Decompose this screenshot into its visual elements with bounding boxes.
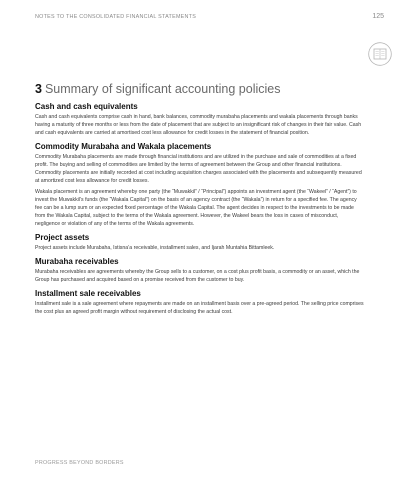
heading-murabaha-wakala-placements: Commodity Murabaha and Wakala placements <box>35 142 212 151</box>
page-footer: PROGRESS BEYOND BORDERS <box>35 460 124 466</box>
paragraph-wakala-placement: Wakala placement is an agreement whereby one party (the “Muwakkil” / “Principal”) appoints an investment agent (the “Wakeel” / “Agent”) to invest the Muwakkil’s funds (the “Wakala Capital”) on the basis of an agency contract (the “Wakala”) in return for a specified fee. The agency fee can be a lump sum or an expected fixed percentage of the Wakala Capital. The agent decides in respect to the investments to be made from the Wakala Capital, subject to the terms of the Wakala agreement. However, the Wakeel bears the loss in cases of misconduct, negligence or violation of any of the terms of the Wakala agreements. <box>35 189 357 227</box>
paragraph-cash-equivalents: Cash and cash equivalents comprise cash in hand, bank balances, commodity murabaha placements and wakala placements through banks having a maturity of three months or less from the date of placement that are subject to an insignificant risk of changes in their fair value. Cash and cash equivalents are carried at amortised cost less allowance for credit losses in the statement of financial position. <box>35 114 362 136</box>
page-header <box>35 14 386 24</box>
page-content <box>35 82 364 319</box>
document-book-icon <box>368 42 392 66</box>
section-title-text: Summary of significant accounting policies <box>44 82 281 96</box>
paragraph-commodity-murabaha: Commodity Murabaha placements are made through financial institutions and are utilized in the purchase and sale of commodities at a fixed profit. The buying and selling of commodities are limited by the terms of agreement between the Group and other financial institutions. Commodity placements are initially recorded at cost including acquisition charges associated with the placements and subsequently measured at amortized cost less allowance for credit losses. <box>35 154 362 184</box>
heading-installment-sale: Installment sale receivables <box>35 289 141 298</box>
heading-murabaha-receivables: Murabaha receivables <box>35 257 119 266</box>
paragraph-project-assets: Project assets include Murabaha, Istisna’a receivable, installment sales, and Ijarah Muntahia Bittamleek. <box>35 245 275 251</box>
heading-cash-equivalents: Cash and cash equivalents <box>35 102 138 111</box>
running-head: NOTES TO THE CONSOLIDATED FINANCIAL STATEMENTS <box>35 14 197 20</box>
section-title <box>35 82 364 96</box>
section-number: 3 <box>35 82 42 96</box>
page-number: 125 <box>372 13 384 20</box>
paragraph-murabaha-receivables: Murabaha receivables are agreements whereby the Group sells to a customer, on a cost plus profit basis, a commodity or an asset, which the Group has purchased and acquired based on a promise received from the customer to buy. <box>35 269 360 283</box>
paragraph-installment-sale: Installment sale is a sale agreement where repayments are made on an installment basis over a pre-agreed period. The selling price comprises the cost plus an agreed profit margin without requirement of disclosing the actual cost. <box>35 301 364 315</box>
heading-project-assets: Project assets <box>35 233 90 242</box>
